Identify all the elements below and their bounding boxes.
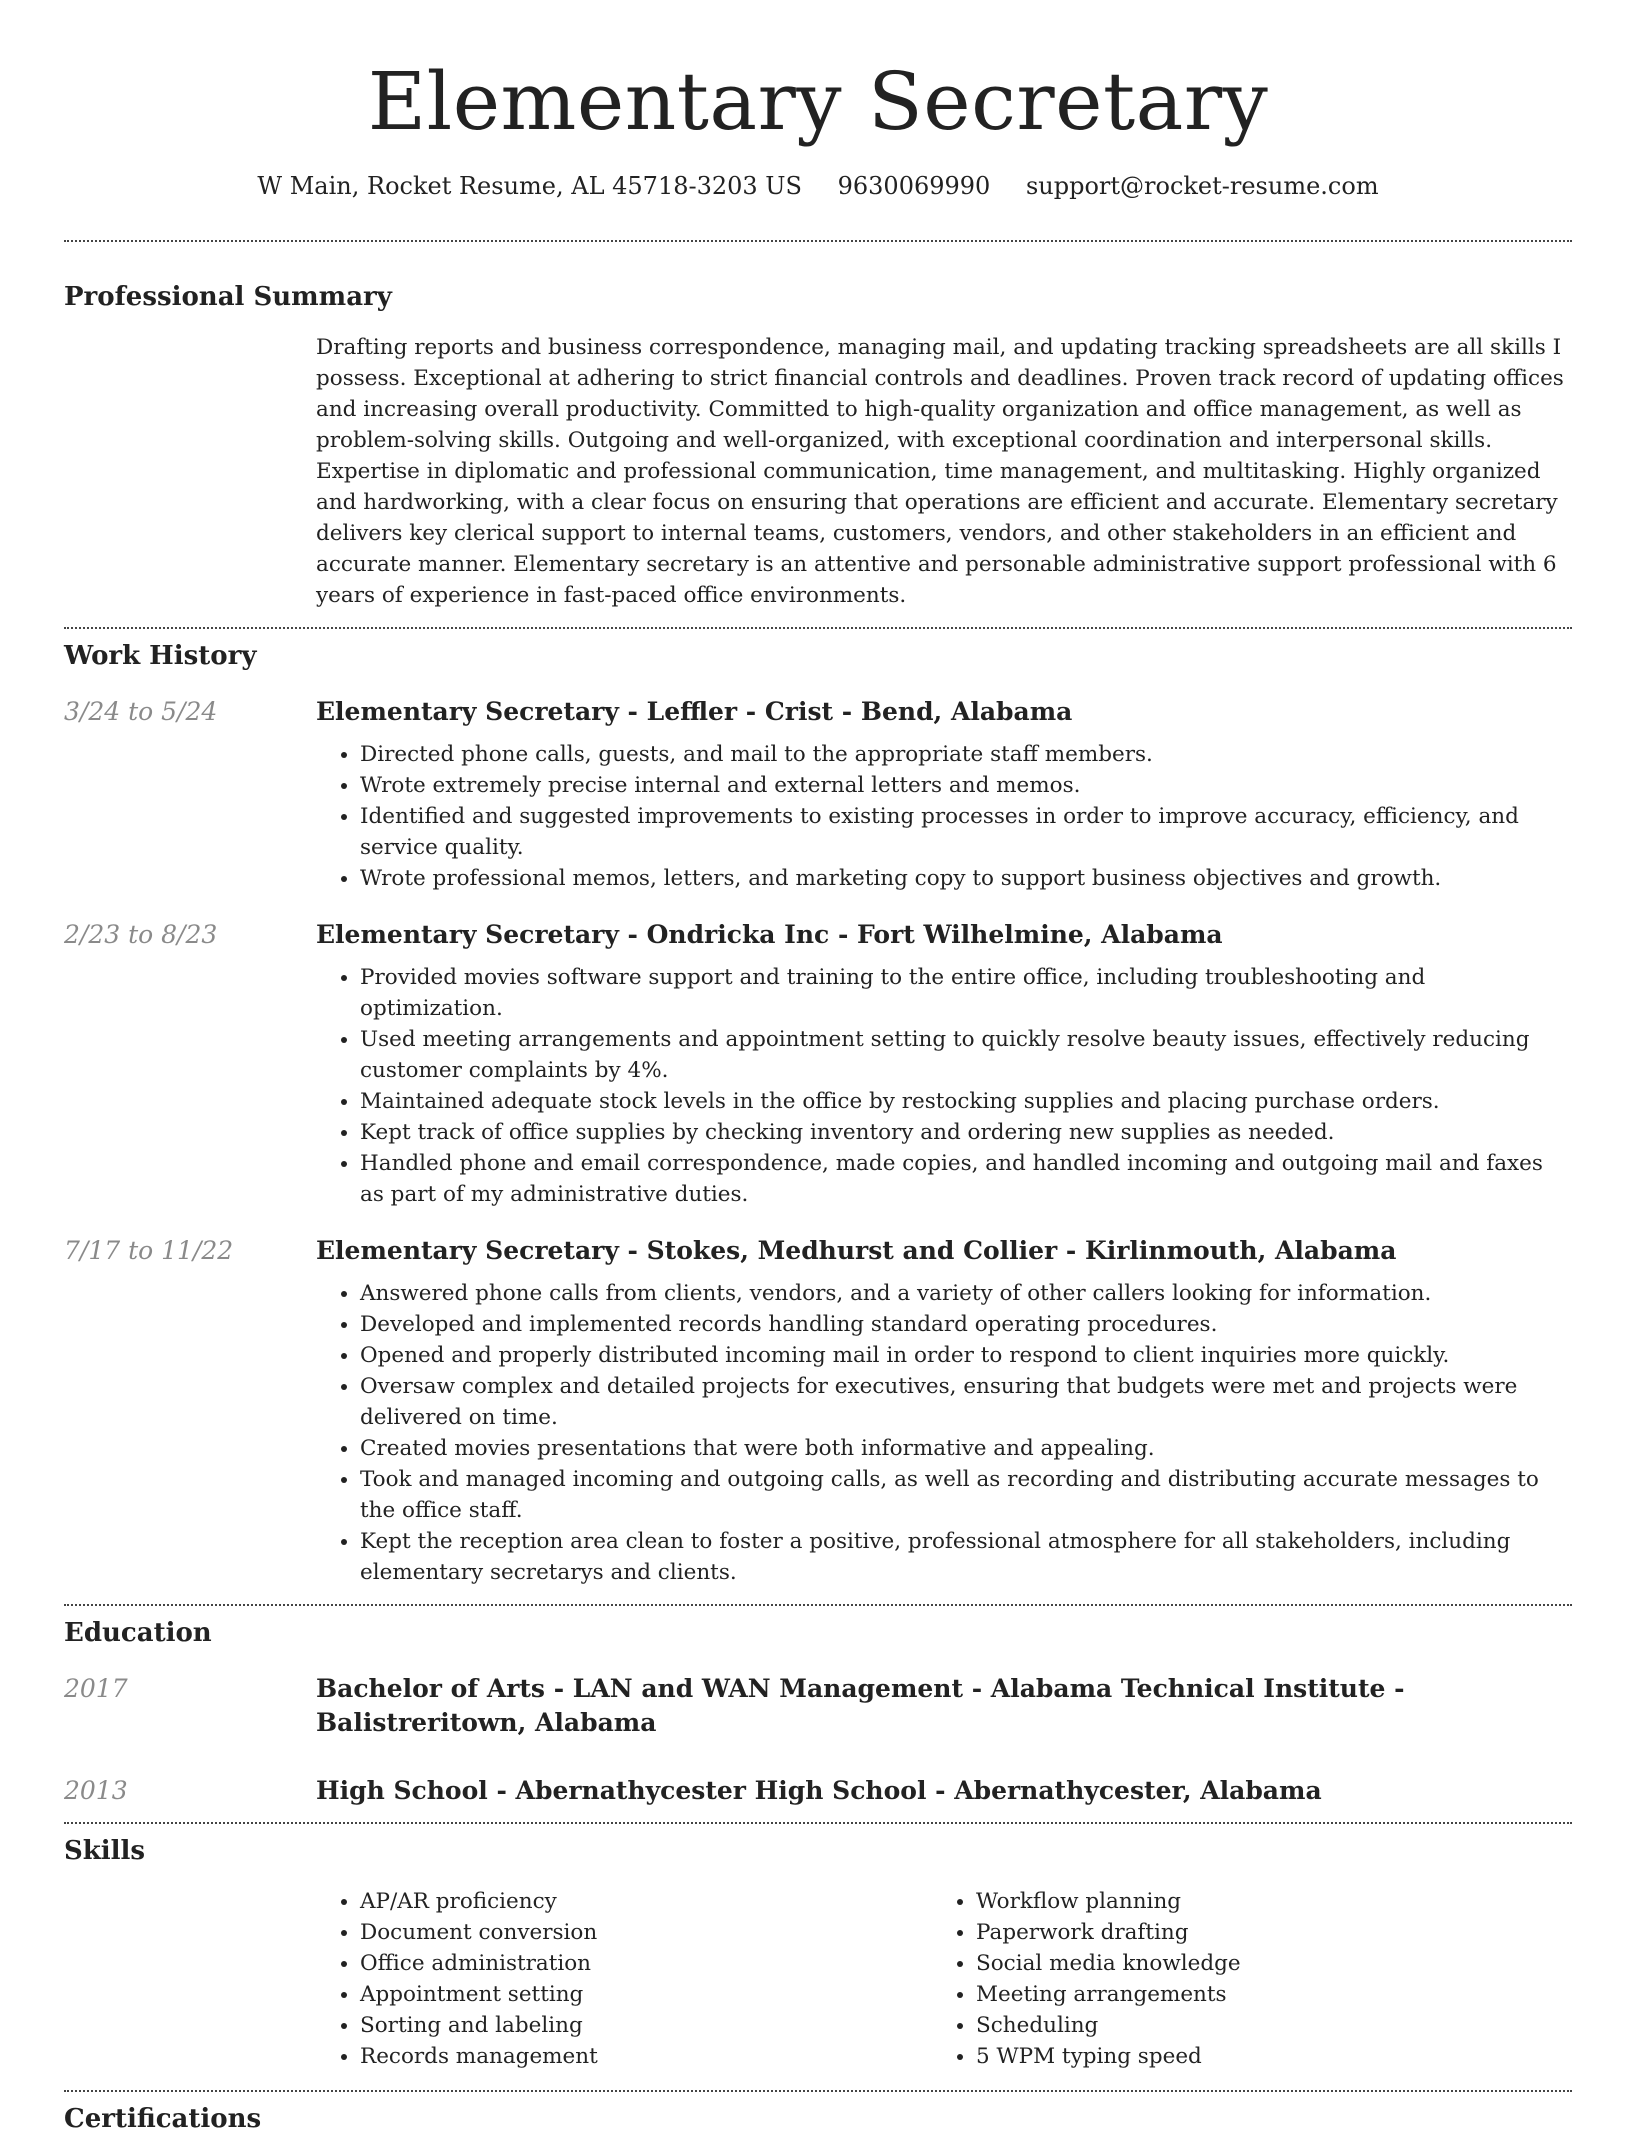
contact-phone: 9630069990 <box>837 172 991 200</box>
education-year: 2013 <box>64 1776 128 1805</box>
work-section <box>64 639 1572 1588</box>
education-heading: Bachelor of Arts - LAN and WAN Management - Alabama Technical Institute - Balistreritown, Alabama <box>316 1674 1405 1737</box>
skill-item: • AP/AR proficiency <box>360 1886 932 1917</box>
job-entry <box>64 918 1572 1210</box>
job-heading: Elementary Secretary - Stokes, Medhurst and Collier - Kirlinmouth, Alabama <box>316 1236 1397 1265</box>
list-item: • Took and managed incoming and outgoing calls, as well as recording and distributing accurate messages to the office staff. <box>360 1464 1572 1526</box>
list-item: • Wrote professional memos, letters, and marketing copy to support business objectives and growth. <box>360 863 1572 894</box>
skills-list-left <box>316 1886 932 2072</box>
skills-list-right <box>932 1886 1548 2072</box>
skill-item: • Records management <box>360 2041 932 2072</box>
list-item: • Wrote extremely precise internal and external letters and memos. <box>360 770 1572 801</box>
skill-item: • Scheduling <box>976 2010 1548 2041</box>
job-heading: Elementary Secretary - Ondricka Inc - Fort Wilhelmine, Alabama <box>316 920 1223 949</box>
education-year: 2017 <box>64 1674 128 1703</box>
resume-name: Elementary Secretary <box>367 55 1269 148</box>
job-bullets <box>316 962 1572 1210</box>
skills-title: Skills <box>64 1836 146 1866</box>
job-bullets <box>316 1278 1572 1588</box>
divider <box>64 627 1572 629</box>
list-item: • Maintained adequate stock levels in the office by restocking supplies and placing purchase orders. <box>360 1086 1572 1117</box>
divider <box>64 1604 1572 1606</box>
list-item: • Directed phone calls, guests, and mail to the appropriate staff members. <box>360 739 1572 770</box>
divider <box>64 2090 1572 2092</box>
resume-page <box>64 0 1572 2136</box>
list-item: • Provided movies software support and training to the entire office, including troubleshooting and optimization. <box>360 962 1572 1024</box>
job-bullets <box>316 739 1572 894</box>
skill-item: • Document conversion <box>360 1917 932 1948</box>
job-entry <box>64 1234 1572 1588</box>
summary-title: Professional Summary <box>64 282 392 312</box>
skill-item: • Social media knowledge <box>976 1948 1548 1979</box>
skill-item: • Paperwork drafting <box>976 1917 1548 1948</box>
summary-text: Drafting reports and business correspondence, managing mail, and updating tracking spreadsheets are all skills I possess. Exceptional at adhering to strict financial controls and deadlines. Proven track record of updating offices and increasing overall productivity. Committed to high-quality organization and office management, as well as problem-solving skills. Outgoing and well-organized, with exceptional coordination and interpersonal skills. Expertise in diplomatic and professional communication, time management, and multitasking. Highly organized and hardworking, with a clear focus on ensuring that operations are efficient and accurate. Elementary secretary delivers key clerical support to internal teams, customers, vendors, and other stakeholders in an efficient and accurate manner. Elementary secretary is an attentive and personable administrative support professional with 6 years of experience in fast-paced office environments. <box>316 335 1564 608</box>
job-dates: 7/17 to 11/22 <box>64 1236 234 1265</box>
list-item: • Handled phone and email correspondence, made copies, and handled incoming and outgoing mail and faxes as part of my administrative duties. <box>360 1148 1572 1210</box>
list-item: • Identified and suggested improvements to existing processes in order to improve accuracy, efficiency, and service quality. <box>360 801 1572 863</box>
work-title: Work History <box>64 641 257 671</box>
summary-section <box>64 280 1572 611</box>
divider <box>64 240 1572 242</box>
education-entry <box>64 1672 1572 1740</box>
list-item: • Used meeting arrangements and appointment setting to quickly resolve beauty issues, effectively reducing customer complaints by 4%. <box>360 1024 1572 1086</box>
certifications-title: Certifications <box>64 2104 262 2134</box>
contact-line <box>64 170 1572 202</box>
education-section <box>64 1616 1572 1808</box>
education-heading: High School - Abernathycester High School - Abernathycester, Alabama <box>316 1776 1322 1805</box>
list-item: • Answered phone calls from clients, vendors, and a variety of other callers looking for information. <box>360 1278 1572 1309</box>
job-entry <box>64 695 1572 894</box>
job-dates: 3/24 to 5/24 <box>64 697 218 726</box>
list-item: • Kept the reception area clean to foster a positive, professional atmosphere for all stakeholders, including elementary secretarys and clients. <box>360 1526 1572 1588</box>
list-item: • Oversaw complex and detailed projects for executives, ensuring that budgets were met and projects were delivered on time. <box>360 1371 1572 1433</box>
certifications-section <box>64 2102 1572 2136</box>
skill-item: • Sorting and labeling <box>360 2010 932 2041</box>
list-item: • Opened and properly distributed incoming mail in order to respond to client inquiries more quickly. <box>360 1340 1572 1371</box>
contact-email: support@rocket-resume.com <box>1025 172 1379 200</box>
divider <box>64 1822 1572 1824</box>
job-dates: 2/23 to 8/23 <box>64 920 218 949</box>
list-item: • Developed and implemented records handling standard operating procedures. <box>360 1309 1572 1340</box>
skills-section <box>64 1834 1572 2072</box>
job-heading: Elementary Secretary - Leffler - Crist - Bend, Alabama <box>316 697 1073 726</box>
skill-item: • Workflow planning <box>976 1886 1548 1917</box>
skill-item: • 5 WPM typing speed <box>976 2041 1548 2072</box>
education-title: Education <box>64 1618 212 1648</box>
skill-item: • Appointment setting <box>360 1979 932 2010</box>
list-item: • Kept track of office supplies by checking inventory and ordering new supplies as needed. <box>360 1117 1572 1148</box>
contact-address: W Main, Rocket Resume, AL 45718-3203 US <box>257 172 802 200</box>
skill-item: • Meeting arrangements <box>976 1979 1548 2010</box>
education-entry <box>64 1774 1572 1808</box>
list-item: • Created movies presentations that were both informative and appealing. <box>360 1433 1572 1464</box>
skill-item: • Office administration <box>360 1948 932 1979</box>
